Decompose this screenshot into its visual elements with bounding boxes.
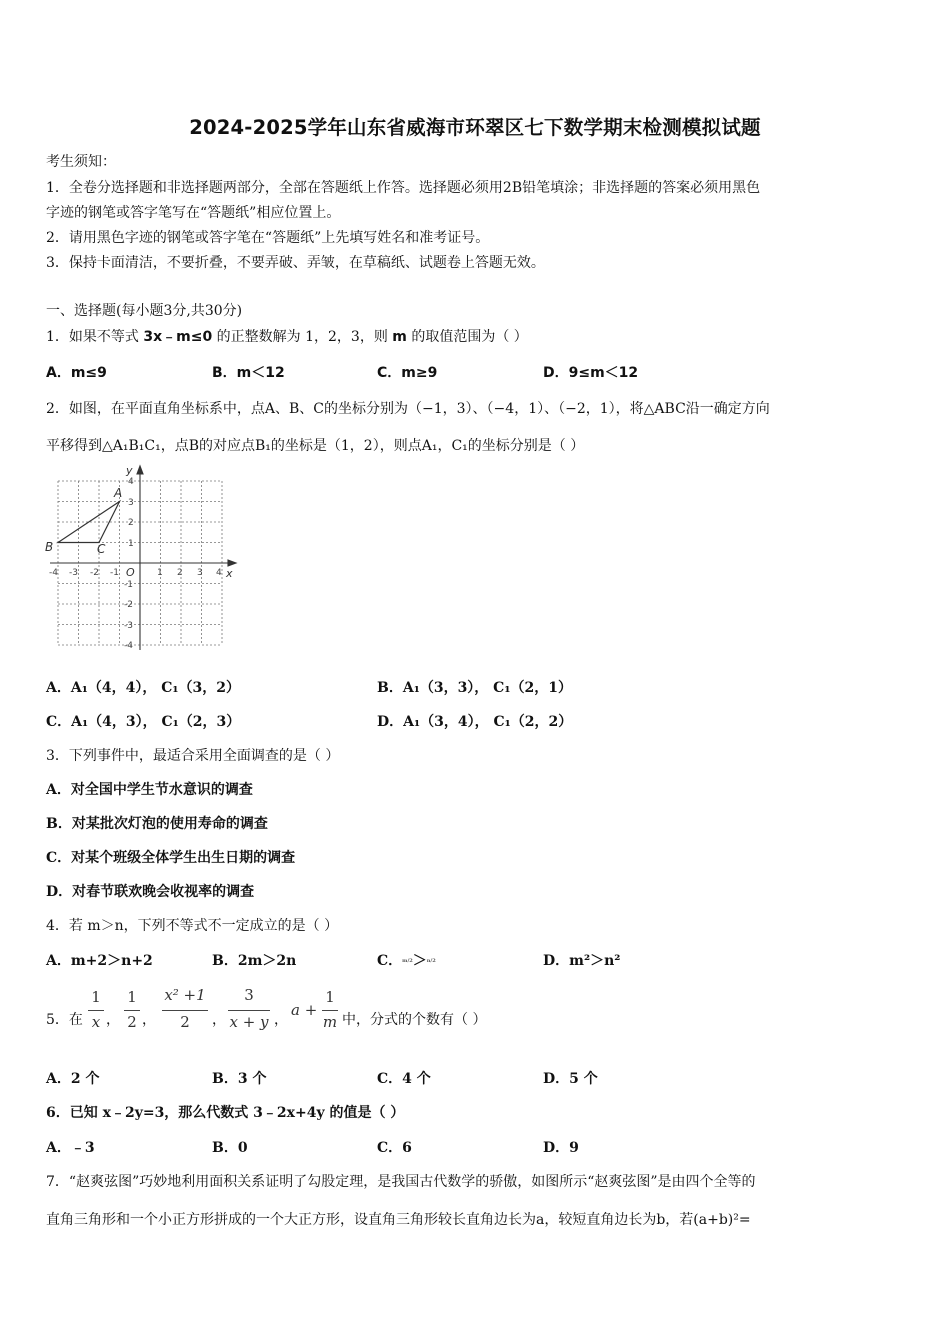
q5-separator: ， xyxy=(274,1012,288,1028)
x-tick-label: -2 xyxy=(90,568,99,578)
origin-label: O xyxy=(126,566,135,579)
question-3-stem: 3．下列事件中，最适合采用全面调查的是（ ） xyxy=(46,748,340,764)
q5-frac-2-den: 2 xyxy=(127,1013,137,1031)
q1-option-c[interactable]: C．m≥9 xyxy=(377,365,438,381)
notice-line-1b: 字迹的钢笔或答字笔写在“答题纸”相应位置上。 xyxy=(46,205,341,221)
notice-line-3: 3．保持卡面清洁，不要折叠，不要弄破、弄皱，在草稿纸、试题卷上答题无效。 xyxy=(46,255,545,271)
q3-option-b[interactable]: B．对某批次灯泡的使用寿命的调查 xyxy=(46,816,268,832)
question-6-stem: 6．已知 x﹣2y=3，那么代数式 3﹣2x+4y 的值是（ ） xyxy=(46,1105,405,1121)
x-axis-label: x xyxy=(226,567,233,580)
q1-pre: 1．如果不等式 xyxy=(46,329,139,345)
q5-frac-3-den: 2 xyxy=(180,1013,190,1031)
q1-expr: 3x﹣m≤0 xyxy=(143,329,213,345)
question-2-line-1: 2．如图，在平面直角坐标系中，点A、B、C的坐标分别为（−1，3）、（−4，1）、（−2，1），将△ABC沿一确定方向 xyxy=(46,401,770,417)
fraction-bar xyxy=(322,1010,338,1011)
q1-post: 的取值范围为（ ） xyxy=(411,329,528,345)
q5-frac-1-den: x xyxy=(91,1013,101,1031)
figure-axes xyxy=(50,466,236,650)
y-tick-label: -4 xyxy=(124,641,133,651)
q3-option-c[interactable]: C．对某个班级全体学生出生日期的调查 xyxy=(46,850,296,866)
y-axis-label: y xyxy=(126,464,133,477)
question-4-stem: 4．若 m＞n，下列不等式不一定成立的是（ ） xyxy=(46,918,339,934)
q5-frac-5-den: m xyxy=(322,1013,338,1031)
notice-heading: 考生须知： xyxy=(46,154,116,170)
q5-option-b[interactable]: B．3 个 xyxy=(212,1071,267,1087)
q4-option-c-label: C． xyxy=(377,953,403,969)
y-tick-label: -1 xyxy=(124,580,133,590)
x-tick-label: -3 xyxy=(69,568,78,578)
q5-option-c[interactable]: C．4 个 xyxy=(377,1071,431,1087)
x-tick-label: 4 xyxy=(216,568,222,578)
y-tick-label: 1 xyxy=(128,539,134,549)
question-1-stem xyxy=(46,327,528,347)
q5-separator: ， xyxy=(106,1012,120,1028)
fraction-bar xyxy=(124,1010,140,1011)
q6-option-d[interactable]: D．9 xyxy=(543,1140,579,1156)
q5-frac-4-num: 3 xyxy=(244,986,254,1004)
q2-option-a[interactable]: A．A₁（4，4）， C₁（3，2） xyxy=(46,680,240,696)
q6-option-a[interactable]: A．﹣3 xyxy=(46,1140,95,1156)
fraction-bar xyxy=(88,1010,104,1011)
q5-frac-1-num: 1 xyxy=(91,988,101,1006)
x-tick-label: 1 xyxy=(157,568,163,578)
q4-option-a[interactable]: A．m+2＞n+2 xyxy=(46,953,153,969)
q5-frac-4-den: x + y xyxy=(229,1013,269,1031)
fraction-bar xyxy=(228,1010,270,1011)
point-b-label: B xyxy=(45,540,54,554)
question-2-line-2: 平移得到△A₁B₁C₁，点B的对应点B₁的坐标是（1，2），则点A₁，C₁的坐标分别是（ ） xyxy=(46,438,585,454)
q5-option-d[interactable]: D．5 个 xyxy=(543,1071,598,1087)
x-tick-label: 2 xyxy=(177,568,183,578)
notice-line-2: 2．请用黑色字迹的钢笔或答字笔在“答题纸”上先填写姓名和准考证号。 xyxy=(46,230,490,246)
section-heading: 一、选择题(每小题3分,共30分) xyxy=(46,303,243,319)
q4-c-frac-right: n/2 xyxy=(426,958,436,964)
q2-option-b[interactable]: B．A₁（3，3）， C₁（2，1） xyxy=(377,680,572,696)
q6-option-b[interactable]: B．0 xyxy=(212,1140,248,1156)
y-tick-label: -3 xyxy=(124,621,133,631)
point-c-label: C xyxy=(97,542,106,556)
q5-separator: ， xyxy=(142,1012,156,1028)
q1-option-b[interactable]: B．m＜12 xyxy=(212,365,285,381)
q3-option-a[interactable]: A．对全国中学生节水意识的调查 xyxy=(46,782,253,798)
q4-option-d[interactable]: D．m²＞n² xyxy=(543,953,621,969)
y-tick-label: 2 xyxy=(128,518,134,528)
y-tick-label: 3 xyxy=(128,498,134,508)
x-tick-label: -4 xyxy=(49,568,58,578)
q5-post: 中，分式的个数有（ ） xyxy=(342,1012,487,1028)
x-tick-label: 3 xyxy=(197,568,203,578)
point-a-label: A xyxy=(114,486,123,500)
x-tick-label: -1 xyxy=(110,568,119,578)
y-tick-label: 4 xyxy=(128,477,134,487)
q2-option-c[interactable]: C．A₁（4，3）， C₁（2，3） xyxy=(46,714,241,730)
q1-mid: 的正整数解为 1，2，3，则 xyxy=(216,329,388,345)
q2-option-d[interactable]: D．A₁（3，4）， C₁（2，2） xyxy=(377,714,573,730)
coordinate-figure xyxy=(44,462,240,652)
page-title: 2024-2025学年山东省威海市环翠区七下数学期末检测模拟试题 xyxy=(189,116,761,139)
question-7-line-2: 直角三角形和一个小正方形拼成的一个大正方形，设直角三角形较长直角边长为a，较短直角边长为b，若(a+b)²= xyxy=(46,1212,751,1228)
q5-option-a[interactable]: A．2 个 xyxy=(46,1071,100,1087)
q6-option-c[interactable]: C．6 xyxy=(377,1140,412,1156)
q4-option-c[interactable] xyxy=(377,951,436,971)
q5-frac-5-num: 1 xyxy=(325,988,335,1006)
q1-option-d[interactable]: D．9≤m＜12 xyxy=(543,365,639,381)
y-tick-label: -2 xyxy=(124,600,133,610)
q4-c-frac-left: m/2 xyxy=(402,958,413,964)
fraction-bar xyxy=(162,1010,208,1011)
q3-option-d[interactable]: D．对春节联欢晚会收视率的调查 xyxy=(46,884,255,900)
q5-frac-2-num: 1 xyxy=(127,988,137,1006)
q1-var: m xyxy=(392,329,407,345)
q1-option-a[interactable]: A．m≤9 xyxy=(46,365,107,381)
q5-frac-3-num: x² +1 xyxy=(164,986,206,1004)
question-7-line-1: 7．“赵爽弦图”巧妙地利用面积关系证明了勾股定理，是我国古代数学的骄傲，如图所示“赵爽弦图”是由四个全等的 xyxy=(46,1174,756,1190)
q5-pre: 5．在 xyxy=(46,1012,83,1028)
q4-c-gt: ＞ xyxy=(412,953,427,969)
q5-frac-5-a: a + xyxy=(291,1001,318,1019)
q4-option-b[interactable]: B．2m＞2n xyxy=(212,953,297,969)
notice-line-1: 1．全卷分选择题和非选择题两部分，全部在答题纸上作答。选择题必须用2B铅笔填涂；非选择题的答案必须用黑色 xyxy=(46,180,761,196)
q5-separator: ， xyxy=(212,1012,226,1028)
